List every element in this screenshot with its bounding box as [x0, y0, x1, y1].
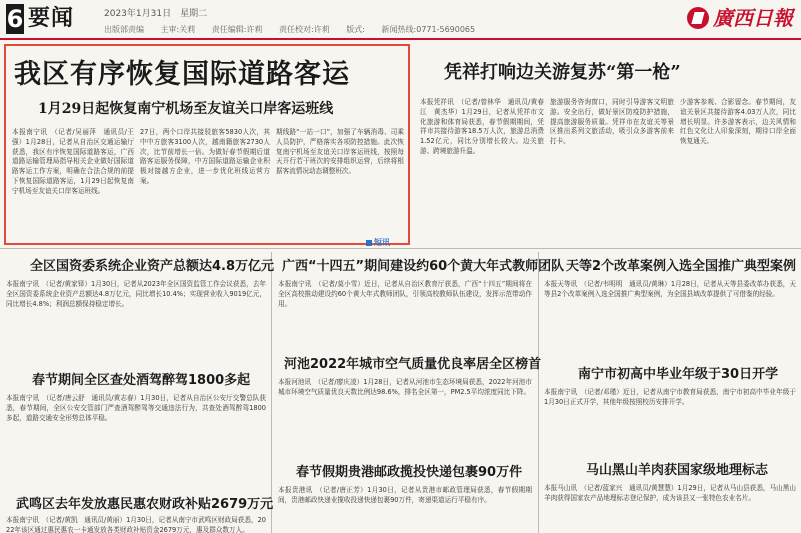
column-divider — [538, 252, 539, 533]
brief-text: 本报南宁讯 （记者/邓瑾）近日，记者从南宁市教育局获悉，南宁市初高中毕业年级于1月30日正式开学，其他年级按照校历安排开学。 — [544, 388, 796, 406]
meta-item: 出版部责编 — [104, 25, 144, 34]
header-rule — [0, 38, 801, 40]
story2-column-3: 少游客参观、合影留念。春节期间，友谊关景区共接待游客4.03万人次，同比增长明显。许多游客表示，边关风情和红色文化让人印象深刻，期待口岸全面恢复通关。 — [680, 98, 796, 146]
meta-item: 新闻热线:0771-5690065 — [381, 25, 476, 34]
brief-text: 本报河池讯 （记者/廖庆凌）1月28日，记者从河池市生态环境局获悉，2022年河池市城市环境空气质量优良天数比例达98.6%，排名全区第一，PM2.5平均浓度同比下降。 — [278, 378, 532, 396]
brief-text: 本报贵港讯 （记者/唐正芳）1月30日，记者从贵港市邮政管理局获悉，春节假期期间，贵港邮政快递业揽收投递快递包裹90万件，寄递渠道运行平稳有序。 — [278, 486, 532, 504]
column-divider — [271, 252, 272, 533]
meta-item: 版式: — [346, 25, 365, 34]
story2-title[interactable]: 凭祥打响边关游复苏“第一枪” — [444, 62, 681, 83]
briefs-tag: 短讯 — [366, 238, 390, 248]
lead-column-1: 本报南宁讯 （记者/吴丽萍 通讯员/王强）1月28日，记者从自治区交通运输厅获悉，我区有序恢复国际道路客运，广西道路运输管理局指导相关企业做好国际道路客运工作方案，明确在合法合规的前提下恢复国际道路客运，1月29日起恢复南宁机场至友谊关口岸客运班线。 — [12, 128, 134, 195]
story2-column-2: 旅游服务咨询窗口，同时引导游客文明旅游。安全出行，做好景区防疫防护措施，提高旅游服务质量。凭祥市在友谊关等景区推出系列文旅活动，吸引众多游客前来打卡。 — [550, 98, 674, 146]
page-number: 6 — [6, 5, 24, 33]
story2-column-1: 本报凭祥讯 （记者/曾林华 通讯员/黄春江 黄杰华）1月29日，记者从凭祥市文化旅游和体育局获悉，春节假期期间，凭祥市共接待游客18.5万人次，旅游总消费1.52亿元，同比分别增长较大。边关旅游、跨境旅游升温。 — [420, 98, 544, 155]
brief-title[interactable]: 广西“十四五”期间建设约60个黄大年式教师团队 — [282, 259, 565, 274]
brief-title[interactable]: 春节假期贵港邮政揽投快递包裹90万件 — [296, 465, 523, 480]
brief-text: 本报南宁讯 （记者/唐云舒 通讯员/黄志春）1月30日，记者从自治区公安厅交警总队获悉，春节期间，全区公安交管部门严查酒驾醉驾等交通违法行为，共查处酒驾醉驾1800多起，道路交通安全形势总体平稳。 — [6, 394, 266, 422]
brief-text: 本报天等讯 （记者/韦明明 通讯员/黄琳）1月28日，记者从天等县委改革办获悉，天等县2个改革案例入选全国推广典型案例，为全国县域改革提供了可借鉴的经验。 — [544, 280, 796, 298]
meta-item: 责任编辑:许莉 — [211, 25, 263, 34]
brief-title[interactable]: 武鸣区去年发放惠民惠农财政补贴2679万元 — [16, 497, 274, 512]
brief-text: 本报南宁讯 （记者/黄家铎）1月30日，记者从2023年全区国资监管工作会议获悉，去年全区国资委系统企业资产总额达4.8万亿元，同比增长10.4%；实现营业收入9019亿元，同比增长4.8%；利润总额保持稳定增长。 — [6, 280, 266, 308]
brief-text: 本报马山讯 （记者/蓝家兴 通讯员/黄慧慧）1月29日，记者从马山县获悉，马山黑山羊肉获得国家农产品地理标志登记保护，成为该县又一张特色农业名片。 — [544, 484, 796, 502]
lead-column-2: 27日，两个口岸共接驳旅客5830人次，其中中方旅客3100人次，越南籍旅客2730人次，比节前增长一倍。为做好春节假期后道路客运服务保障，中方国际道路运输企业积极对接越方企业，进一步优化班线运营方案。 — [140, 128, 270, 185]
section-title: 要闻 — [28, 6, 75, 31]
brief-text: 本报南宁讯 （记者/黄凯 通讯员/黄丽）1月30日，记者从南宁市武鸣区财政局获悉，2022年该区通过惠民惠农一卡通发放各类财政补贴资金2679万元，惠及群众数万人。 — [6, 516, 266, 533]
brief-title[interactable]: 天等2个改革案例入选全国推广典型案例 — [566, 259, 797, 274]
meta-item: 责任校对:许莉 — [279, 25, 330, 34]
page-header — [0, 0, 801, 40]
brand — [687, 6, 793, 30]
lead-column-3: 期线路“一站一口”，加强了车辆消毒、司乘人员防护，严格落实各项防控措施。此次恢复南宁机场至友谊关口岸客运班线，按照每天开行若干班次的安排组织运营，后续将根据客流情况动态调整班次。 — [276, 128, 404, 176]
editor-meta — [104, 24, 489, 35]
lead-story-title[interactable]: 我区有序恢复国际道路客运 — [14, 59, 350, 90]
brief-title[interactable]: 马山黑山羊肉获国家级地理标志 — [586, 463, 769, 478]
meta-item: 主审:关莉 — [160, 25, 196, 34]
brief-title[interactable]: 春节期间全区查处酒驾醉驾1800多起 — [32, 373, 251, 388]
brand-name: 廣西日報 — [713, 6, 793, 30]
brief-title[interactable]: 河池2022年城市空气质量优良率居全区榜首 — [284, 357, 542, 372]
brief-title[interactable]: 全区国资委系统企业资产总额达4.8万亿元 — [30, 259, 275, 274]
lead-story-subtitle: 1月29日起恢复南宁机场至友谊关口岸客运班线 — [38, 101, 334, 117]
brief-title[interactable]: 南宁市初高中毕业年级于30日开学 — [578, 367, 779, 382]
issue-date: 2023年1月31日 星期二 — [104, 9, 208, 19]
brand-logo-icon — [687, 7, 709, 29]
section-divider — [0, 248, 801, 249]
brief-text: 本报南宁讯 （记者/莫小雪）近日，记者从自治区教育厅获悉，广西“十四五”期间将在全区高校推动建设约60个黄大年式教师团队，引领高校教师队伍建设，发挥示范带动作用。 — [278, 280, 532, 308]
